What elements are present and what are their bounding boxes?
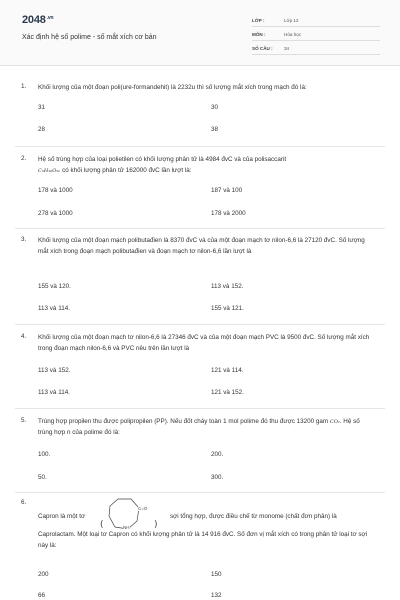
answer-option[interactable]: 113 và 114. bbox=[38, 389, 70, 396]
answer-option[interactable]: 155 và 121. bbox=[211, 305, 244, 312]
question-divider bbox=[15, 408, 385, 409]
answer-option[interactable]: 50. bbox=[38, 474, 47, 481]
meta-class-label: LỚP : bbox=[252, 18, 265, 23]
question-stem-rest: Caprolactam. Một loại tơ Capron có khối lượng phân tử là 14 916 đvC. Số đơn vị mắt xích có trong phân tử loại tơ sợi này là: bbox=[38, 531, 368, 549]
meta-subject-row bbox=[252, 30, 380, 41]
answer-option[interactable]: 30 bbox=[211, 104, 219, 111]
question-divider bbox=[15, 492, 385, 493]
site-logo[interactable] bbox=[22, 14, 53, 26]
question-stem-middle: sợi tổng hợp, được điều chế từ monome (chất đơn phân) là bbox=[170, 513, 337, 520]
meta-class-row bbox=[252, 16, 380, 27]
question-stem: Khối lượng của một đoạn mạch tơ nilon-6,6 là 27346 đvC và của một đoạn mạch PVC là 9500 đvC. Số lượng mắt xích trong đoạn mạch nilon-6,6 và PVC nêu trên lần lượt là bbox=[38, 334, 370, 352]
question-stem bbox=[38, 417, 374, 438]
answer-option[interactable]: 100. bbox=[38, 451, 51, 458]
question-stem-start: Capron là một tơ bbox=[38, 513, 86, 520]
meta-class-value: Lớp 12 bbox=[284, 18, 299, 23]
question-stem bbox=[38, 155, 374, 176]
carbonyl-label: C=O bbox=[138, 506, 148, 511]
answer-option[interactable]: 178 và 2000 bbox=[211, 210, 246, 217]
answer-option[interactable]: 28 bbox=[38, 126, 46, 133]
question-number: 3. bbox=[21, 236, 27, 243]
question-divider bbox=[15, 324, 385, 325]
meta-subject-label: MÔN : bbox=[252, 32, 266, 37]
answer-option[interactable]: 113 và 152. bbox=[211, 283, 244, 290]
stem-text: Trùng hợp propilen thu được polipropilen (PP). Nếu đốt cháy toàn 1 mol polime đó thu được 13200 gam bbox=[38, 418, 330, 425]
answer-option[interactable]: 278 và 1000 bbox=[38, 210, 73, 217]
answer-option[interactable]: 200. bbox=[211, 451, 224, 458]
meta-count-label: SỐ CÂU : bbox=[252, 46, 273, 51]
answer-option[interactable]: 113 và 114. bbox=[38, 305, 70, 312]
answer-option[interactable]: 31 bbox=[38, 104, 46, 111]
co2-formula: CO₂ bbox=[329, 419, 340, 425]
meta-count-row bbox=[252, 44, 380, 55]
answer-option[interactable]: 66 bbox=[38, 592, 46, 599]
page-header bbox=[0, 0, 400, 66]
answer-option[interactable]: 113 và 152. bbox=[38, 367, 71, 374]
amine-label: NH bbox=[123, 525, 130, 530]
logo-suffix: .vn bbox=[46, 15, 54, 21]
question-number: 5. bbox=[21, 417, 27, 424]
answer-option[interactable]: 155 và 120. bbox=[38, 283, 71, 290]
question-divider bbox=[15, 146, 385, 147]
answer-option[interactable]: 187 và 100 bbox=[211, 187, 243, 194]
question-stem: Khối lượng của một đoạn poli(ure-formandehit) là 2232u thì số lượng mắt xích trong mạch đó là: bbox=[38, 84, 307, 91]
svg-text:): ) bbox=[154, 520, 158, 530]
polysaccharide-formula: C₆H₁₀O₅ₙ bbox=[38, 167, 61, 174]
answer-option[interactable]: 121 và 152. bbox=[211, 389, 244, 396]
answer-option[interactable]: 150 bbox=[211, 571, 222, 578]
question-stem: Khối lượng của một đoạn mạch polibutađien là 8370 đvC và của một đoạn mạch tơ nilon-6,6 là 27120 đvC. Số lượng mắt xích trong đoạn mạch polibutađien và đoạn mạch tơ nilon-6,6 lần lượt là bbox=[38, 237, 365, 255]
question-number: 2. bbox=[21, 155, 27, 162]
answer-option[interactable]: 300. bbox=[211, 474, 224, 481]
stem-text: Hệ số trùng hợp của loại polietilen có khối lượng phân tử là 4984 đvC và của polisaccarit bbox=[38, 156, 287, 163]
answer-option[interactable]: 132 bbox=[211, 592, 222, 599]
answer-option[interactable]: 121 và 114. bbox=[211, 367, 244, 374]
answer-option[interactable]: 200 bbox=[38, 571, 49, 578]
page-title: Xác định hệ số polime - số mắt xích cơ bản bbox=[22, 34, 157, 41]
answer-option[interactable]: 178 và 1000 bbox=[38, 187, 73, 194]
question-number: 4. bbox=[21, 333, 27, 340]
answer-option[interactable]: 38 bbox=[211, 126, 219, 133]
stem-text: có khối lượng phân tử 162000 đvC lần lượt là: bbox=[60, 166, 192, 174]
stem-text: . Hệ số trùng hợp n của polime đó là: bbox=[38, 418, 360, 436]
svg-text:(: ( bbox=[100, 520, 104, 530]
meta-count-value: 34 bbox=[284, 46, 290, 51]
question-number: 6. bbox=[21, 499, 27, 506]
meta-subject-value: Hóa học bbox=[284, 32, 302, 37]
question-number: 1. bbox=[21, 83, 27, 90]
question-divider bbox=[15, 228, 385, 229]
logo-text: 2048 bbox=[22, 14, 46, 26]
